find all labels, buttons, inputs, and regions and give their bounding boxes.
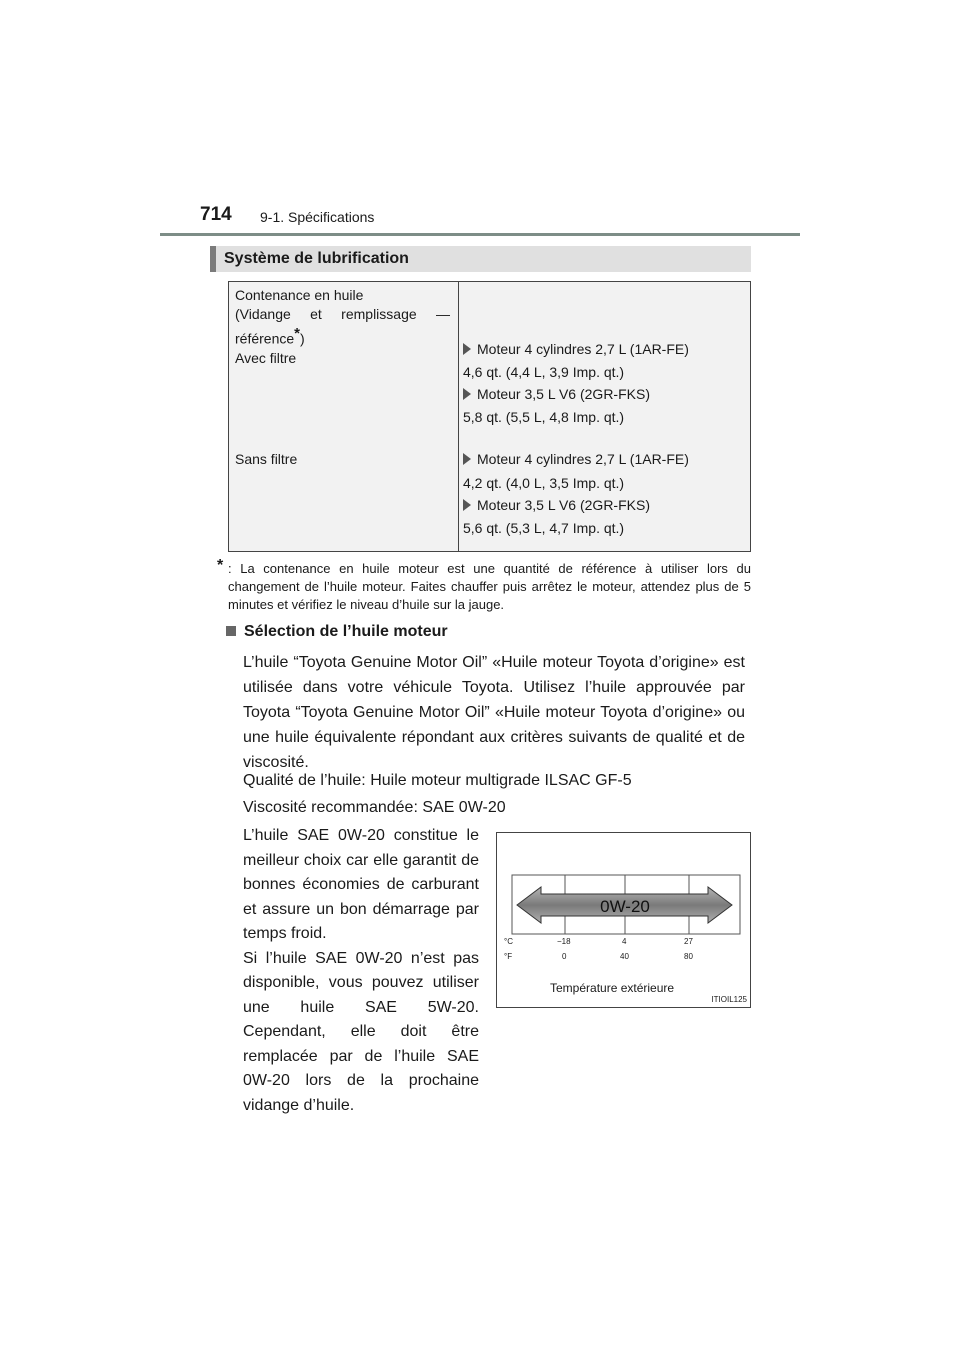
header-rule	[160, 233, 800, 236]
section-title: Système de lubrification	[224, 250, 409, 267]
oil-selection-paragraph: L’huile “Toyota Genuine Motor Oil” «Huile moteur Toyota d’origine» est utilisée dans votre véhicule Toyota. Utilisez l’huile approuvée par Toyota “Toyota Genuine Motor Oil” «Huile moteur Toyota d’origine» ou une huile équivalente répondant aux critères suivants de qualité et de viscosité.	[243, 654, 745, 771]
without-filter-capacity-2: 5,6 qt. (5,3 L, 4,7 Imp. qt.)	[463, 520, 625, 536]
with-filter-engine-2	[463, 385, 650, 404]
oil-viscosity: Viscosité recommandée: SAE 0W-20	[243, 799, 506, 816]
triangle-bullet-icon	[463, 388, 471, 400]
celsius-tick: 4	[622, 937, 627, 946]
viscosity-explanation	[243, 824, 479, 1118]
engine-name: Moteur 4 cylindres 2,7 L (1AR-FE)	[477, 341, 689, 357]
figure-code: ITIOIL125	[711, 995, 747, 1004]
capacity-label-line3	[235, 324, 450, 349]
without-filter-engine-2	[463, 496, 650, 515]
capacity-label-close: )	[300, 330, 305, 347]
capacity-label-reference: référence	[235, 330, 295, 347]
capacity-label-line2: (Vidange et remplissage —	[235, 306, 450, 322]
oil-selection-heading	[226, 623, 448, 641]
celsius-unit: °C	[504, 937, 513, 946]
triangle-bullet-icon	[463, 453, 471, 465]
engine-name: Moteur 3,5 L V6 (2GR-FKS)	[477, 386, 650, 402]
page-number: 714	[200, 204, 232, 225]
engine-name: Moteur 4 cylindres 2,7 L (1AR-FE)	[477, 451, 689, 467]
engine-name: Moteur 3,5 L V6 (2GR-FKS)	[477, 497, 650, 513]
capacity-label-line1: Contenance en huile	[235, 287, 364, 303]
arrow-label: 0W-20	[600, 897, 650, 916]
footnote-star: *	[217, 557, 224, 574]
footnote	[217, 557, 751, 614]
with-filter-capacity-1: 4,6 qt. (4,4 L, 3,9 Imp. qt.)	[463, 364, 625, 380]
fahrenheit-tick: 80	[684, 952, 693, 961]
footnote-text: : La contenance en huile moteur est une quantité de référence à utiliser lors du changement de l’huile moteur. Faites chauffer puis arrêtez le moteur, attendez plus de 5 minutes et vérifiez le niveau d’huile sur la jauge.	[228, 561, 751, 612]
heading-text: Sélection de l’huile moteur	[244, 623, 448, 640]
capacity-label	[235, 286, 450, 368]
fahrenheit-tick: 40	[620, 952, 629, 961]
with-filter-engine-1	[463, 340, 689, 359]
figure-caption: Température extérieure	[550, 981, 675, 995]
viscosity-temperature-figure	[496, 832, 751, 1008]
without-filter-capacity-1: 4,2 qt. (4,0 L, 3,5 Imp. qt.)	[463, 475, 625, 491]
section-title-bar	[210, 246, 751, 272]
without-filter-label: Sans filtre	[235, 451, 298, 467]
section-reference: 9-1. Spécifications	[260, 209, 375, 225]
oil-quality: Qualité de l’huile: Huile moteur multigrade ILSAC GF-5	[243, 772, 632, 789]
viscosity-explanation-part2: Si l’huile SAE 0W-20 n’est pas disponible, vous pouvez utiliser une huile SAE 5W-20. Cependant, elle doit être remplacée par de l’huile SAE 0W-20 lors de la prochaine vidange d’huile.	[243, 949, 479, 1114]
with-filter-label: Avec filtre	[235, 349, 297, 366]
without-filter-engine-1	[463, 450, 689, 469]
viscosity-explanation-part1: L’huile SAE 0W-20 constitue le meilleur choix car elle garantit de bonnes économies de carburant et assure un bon démarrage par temps froid.	[243, 827, 479, 942]
fahrenheit-tick: 0	[562, 952, 567, 961]
with-filter-capacity-2: 5,8 qt. (5,5 L, 4,8 Imp. qt.)	[463, 409, 625, 425]
celsius-tick: 27	[684, 937, 693, 946]
square-bullet-icon	[226, 626, 236, 636]
fahrenheit-unit: °F	[504, 952, 513, 961]
triangle-bullet-icon	[463, 343, 471, 355]
celsius-tick: −18	[557, 937, 571, 946]
triangle-bullet-icon	[463, 499, 471, 511]
lubrication-spec-table	[228, 281, 751, 552]
capacity-label-star: *	[294, 325, 300, 342]
